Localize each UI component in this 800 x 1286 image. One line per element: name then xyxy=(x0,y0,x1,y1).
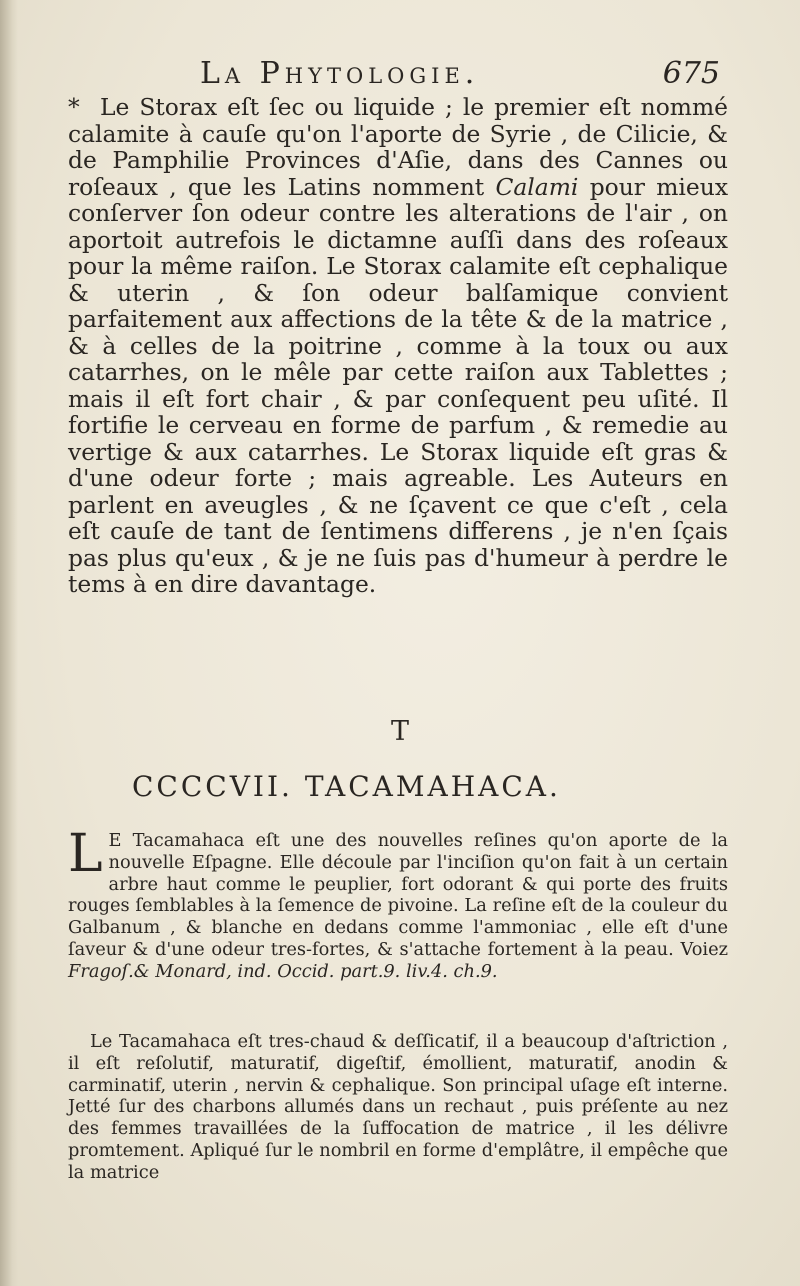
tacamahaca-paragraph xyxy=(68,824,728,983)
section-letter: T xyxy=(390,716,409,747)
page-gutter xyxy=(0,0,18,1286)
running-head: La Phytologie. xyxy=(200,56,480,91)
reference-citation: Fragoſ.& Monard, ind. Occid. part.9. liv.4. ch.9. xyxy=(68,960,498,982)
tacamahaca-text: E Tacamahaca eſt une des nouvelles reſines qu'on aporte de la nouvelle Eſpagne. Elle découle par l'inciſion qu'on fait à un certain arbre haut comme le peuplier, fort odorant & qui porte des fruits rouges ſemblables à la ſemence de pivoine. La reſine eſt de la couleur du Galbanum , & blanche en dedans comme l'ammoniac , elle eſt d'une ſaveur & d'une odeur tres-fortes, & s'attache fortement à la peau. Voiez xyxy=(68,830,728,960)
page-header xyxy=(68,56,720,96)
drop-cap: L xyxy=(68,824,103,884)
properties-paragraph xyxy=(68,1031,728,1184)
section-title: CCCCVII. TACAMAHACA. xyxy=(132,770,561,803)
properties-text: Le Tacamahaca eſt tres-chaud & deſſicatif, il a beaucoup d'aſtriction , il eſt reſolutif, maturatif, digeſtif, émollient, maturatif, anodin & carminatif, uterin , nervin & cephalique. Son principal uſage eſt interne. Jetté ſur des charbons allumés dans un rechaut , puis préſente au nez des femmes travaillées de la ſuffocation de matrice , il les délivre promtement. Apliqué ſur le nombril en forme d'emplâtre, il empêche que la matrice xyxy=(68,1031,728,1183)
storax-text-continued: pour mieux conſerver ſon odeur contre les alterations de l'air , on aportoit autrefois le dictamne auſſi dans des roſeaux pour la même raiſon. Le Storax calamite eſt cephalique & uterin , & ſon odeur balſamique convient parfaitement aux affections de la tête & de la matrice , & à celles de la poitrine , comme à la toux ou aux catarrhes, on le mêle par cette raiſon aux Tablettes ; mais il eſt fort chair , & par conſequent peu uſité. Il fortifie le cerveau en forme de parfum , & remedie au vertige & aux catarrhes. Le Storax liquide eſt gras & d'une odeur forte ; mais agreable. Les Auteurs en parlent en aveugles , & ne ſçavent ce que c'eſt , cela eſt cauſe de tant de ſentimens differens , je n'en ſçais pas plus qu'eux , & je ne ſuis pas d'humeur à perdre le tems à en dire davantage. xyxy=(68,172,729,598)
storax-text: Le Storax eſt ſec ou liquide ; le premier eſt nommé calamite à cauſe qu'on l'aporte de Syrie , de Cilicie, & de Pamphilie Provinces d'Aſie, dans des Cannes ou roſeaux , que les Latins nomment xyxy=(68,93,728,201)
calami-term: Calami xyxy=(495,172,579,201)
paragraph-marker: * xyxy=(68,93,80,121)
storax-paragraph xyxy=(68,94,728,598)
page-number: 675 xyxy=(662,56,720,91)
